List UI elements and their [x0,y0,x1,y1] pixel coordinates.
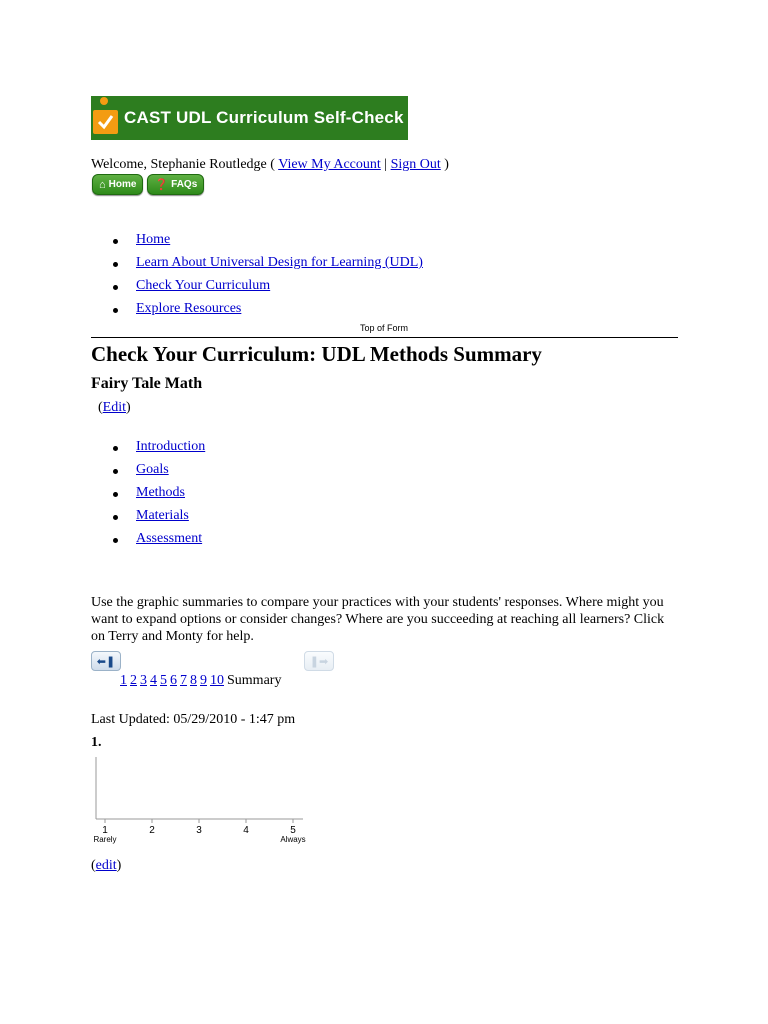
chart-edit-link[interactable]: edit [95,858,117,873]
nav-link-check-curriculum[interactable]: Check Your Curriculum [136,278,271,293]
page-link[interactable]: 8 [190,673,197,688]
top-of-form-label: Top of Form [359,323,408,333]
chart-edit: (edit) [91,858,122,873]
page-link[interactable]: 5 [160,673,167,688]
chart-x-tick-label: 4 [243,825,249,836]
faqs-button-label: FAQs [171,179,198,190]
question-number: 1. [91,735,102,750]
arrow-right-icon: ❚➡ [309,654,329,668]
section-item-introduction [91,439,205,462]
chart-x-tick-label: 3 [196,825,202,836]
welcome-line [91,157,449,173]
edit-curriculum: (Edit) [98,400,131,415]
nav-item-home [91,232,423,255]
welcome-separator: | [384,157,388,172]
sign-out-link[interactable]: Sign Out [390,157,441,172]
page-link[interactable]: 6 [170,673,177,688]
quick-buttons [92,174,204,195]
response-chart [91,755,306,847]
nav-item-check-curriculum [91,278,423,301]
section-item-goals [91,462,205,485]
summary-description: Use the graphic summaries to compare your practices with your students' responses. Where might you want to expand options or consider changes? Where are you succeeding at reaching all learners? Click on Terry and Monty for help. [91,595,665,644]
page-link[interactable]: 1 [120,673,127,688]
next-button[interactable] [304,651,334,671]
section-item-assessment [91,531,205,554]
section-link-assessment[interactable]: Assessment [136,531,203,546]
home-button[interactable] [92,174,143,195]
logo-dot-icon [100,97,108,105]
section-link-methods[interactable]: Methods [136,485,185,500]
section-item-materials [91,508,205,531]
curriculum-name: Fairy Tale Math [91,375,203,392]
page-title: Check Your Curriculum: UDL Methods Summary [91,342,542,366]
section-item-methods [91,485,205,508]
site-banner [91,96,408,140]
section-link-materials[interactable]: Materials [136,508,189,523]
welcome-suffix: ) [444,157,449,172]
nav-item-explore-resources [91,301,423,324]
page-link[interactable]: 9 [200,673,207,688]
faqs-button[interactable] [147,174,204,195]
edit-curriculum-link[interactable]: Edit [102,400,127,415]
chart-x-tick-label: 5 [290,825,296,836]
chart-x-tick-label: 2 [149,825,155,836]
page-link[interactable]: 4 [150,673,157,688]
pagination [120,673,281,689]
nav-item-learn-udl [91,255,423,278]
page-link[interactable]: 7 [180,673,187,688]
chart-x-tick-label: 1 [102,825,108,836]
arrow-left-icon: ⬅‎❚ [96,654,116,668]
nav-link-home[interactable]: Home [136,232,171,247]
house-icon: ⌂ [99,178,106,191]
page-link[interactable]: 10 [210,673,224,688]
question-circle-icon: ❓ [154,179,169,191]
chart-x-tick-sublabel: Always [280,835,306,844]
page-link[interactable]: 3 [140,673,147,688]
page-link[interactable]: 2 [130,673,137,688]
view-account-link[interactable]: View My Account [278,157,381,172]
nav-link-learn-udl[interactable]: Learn About Universal Design for Learning (UDL) [136,255,423,270]
previous-button[interactable] [91,651,121,671]
section-link-goals[interactable]: Goals [136,462,169,477]
last-updated: Last Updated: 05/29/2010 - 1:47 pm [91,712,296,727]
current-page-label: Summary [227,673,282,688]
home-button-label: Home [108,179,137,190]
welcome-text: Welcome, Stephanie Routledge ( [91,157,275,172]
section-nav [91,439,205,554]
nav-link-explore-resources[interactable]: Explore Resources [136,301,242,316]
form-divider [91,337,678,338]
banner-title: CAST UDL Curriculum Self-Check [124,108,404,127]
section-link-introduction[interactable]: Introduction [136,439,206,454]
checkmark-logo-icon [93,110,118,134]
main-nav [91,232,423,324]
chart-x-tick-sublabel: Rarely [93,835,117,844]
